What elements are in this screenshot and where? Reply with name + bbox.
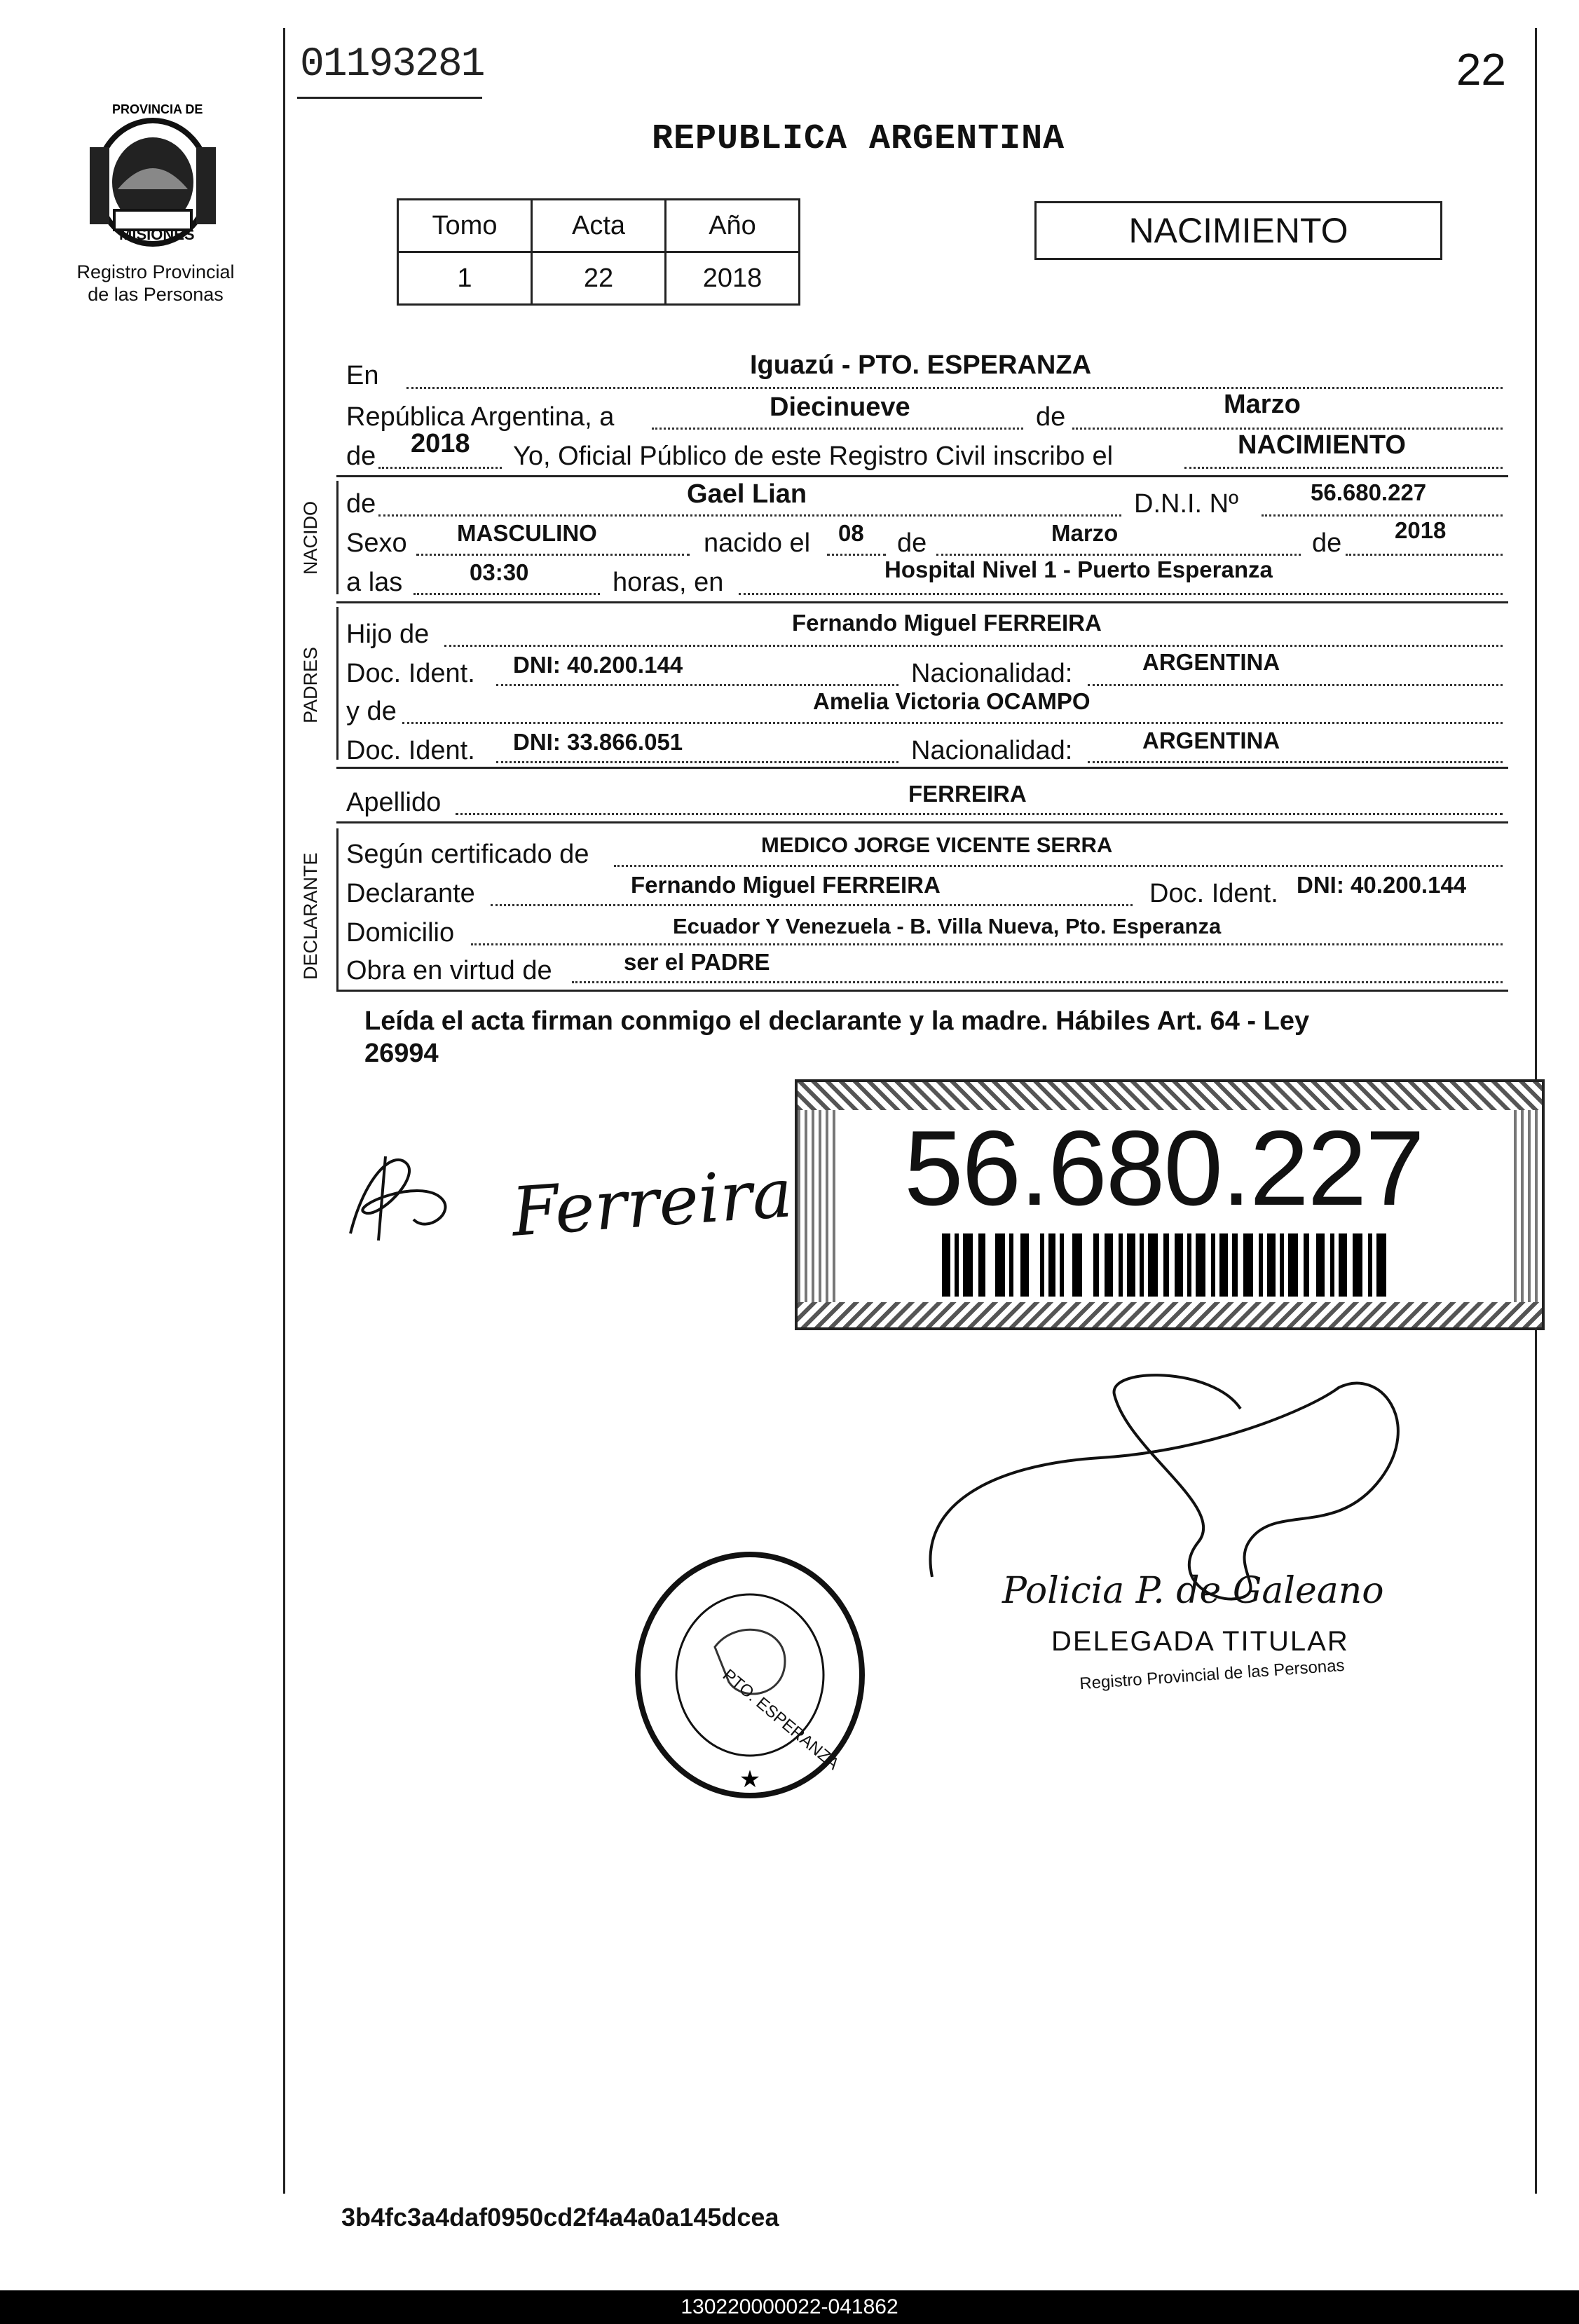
yde-label: y de <box>346 697 397 726</box>
father-doc-label: Doc. Ident. <box>346 659 475 688</box>
left-margin-line <box>283 28 285 2194</box>
birth-time: 03:30 <box>470 559 529 585</box>
dots <box>614 865 1503 867</box>
declarante-doc-label: Doc. Ident. <box>1149 879 1278 908</box>
serial-underline <box>297 97 482 99</box>
page-number: 22 <box>1456 44 1506 95</box>
value-tomo: 1 <box>398 252 532 305</box>
section-divider <box>336 475 1508 477</box>
child-sex: MASCULINO <box>457 520 597 546</box>
value-acta: 22 <box>532 252 666 305</box>
dots <box>406 387 1503 389</box>
document-hash: 3b4fc3a4daf0950cd2f4a4a0a145dcea <box>341 2203 779 2231</box>
mother-doc-label: Doc. Ident. <box>346 736 475 765</box>
dots <box>413 593 600 595</box>
closing-line-2: 26994 <box>364 1039 439 1068</box>
stamp-dni-number: 56.680.227 <box>904 1109 1423 1228</box>
dots <box>936 554 1301 556</box>
closing-line-1: Leída el acta firman conmigo el declarante y la madre. Hábiles Art. 64 - Ley <box>364 1006 1310 1036</box>
seal-text-top: PROVINCIA DE <box>112 102 203 116</box>
dots <box>456 813 1503 815</box>
dots <box>739 593 1503 595</box>
obra-value: ser el PADRE <box>624 949 770 975</box>
padres-section-label: PADRES <box>300 646 321 723</box>
mother-nat-label: Nacionalidad: <box>911 736 1073 765</box>
de2-label: de <box>346 442 376 471</box>
alas-label: a las <box>346 568 403 597</box>
registry-line-1: Registro Provincial <box>76 261 235 282</box>
dots <box>1262 514 1503 517</box>
de-label: de <box>1036 402 1066 432</box>
svg-text:★: ★ <box>739 1765 761 1793</box>
section-divider <box>336 601 1508 603</box>
dots <box>827 554 886 556</box>
birth-day: 08 <box>838 520 864 546</box>
intro-year: 2018 <box>411 429 470 458</box>
father-name: Fernando Miguel FERREIRA <box>792 610 1102 636</box>
nacido-de-label: de <box>346 489 376 519</box>
officer-text: Yo, Oficial Público de este Registro Civil inscribo el <box>513 442 1114 471</box>
father-doc: DNI: 40.200.144 <box>513 652 683 678</box>
header-acta: Acta <box>532 200 666 252</box>
birth-place: Hospital Nivel 1 - Puerto Esperanza <box>884 556 1273 582</box>
horas-label: horas, en <box>613 568 724 597</box>
birth-year: 2018 <box>1395 517 1447 543</box>
declarante-doc: DNI: 40.200.144 <box>1297 872 1467 898</box>
domicilio-value: Ecuador Y Venezuela - B. Villa Nueva, Pto. Esperanza <box>673 914 1222 938</box>
declarante-section-label: DECLARANTE <box>300 852 321 980</box>
hijo-label: Hijo de <box>346 620 430 649</box>
header-tomo: Tomo <box>398 200 532 252</box>
dots <box>444 645 1503 647</box>
official-office: Registro Provincial de las Personas <box>1079 1655 1346 1694</box>
section-divider <box>336 821 1508 823</box>
mother-doc: DNI: 33.866.051 <box>513 729 683 755</box>
dots <box>416 554 690 556</box>
nacido-bracket <box>336 481 339 594</box>
dots <box>572 981 1503 983</box>
dots <box>378 514 1121 517</box>
record-type-box: NACIMIENTO <box>1034 201 1442 260</box>
intro-place: Iguazú - PTO. ESPERANZA <box>750 350 1092 380</box>
en-label: En <box>346 361 379 390</box>
barcode <box>942 1233 1390 1297</box>
round-official-seal <box>624 1542 876 1808</box>
apellido-value: FERREIRA <box>908 781 1027 807</box>
footer-code-bar: 130220000022-041862 <box>0 2290 1579 2324</box>
section-divider <box>336 990 1508 992</box>
dots <box>1184 467 1503 469</box>
mother-nationality: ARGENTINA <box>1142 727 1280 753</box>
intro-inscribed: NACIMIENTO <box>1238 430 1406 460</box>
nacido-section-label: NACIDO <box>300 500 321 575</box>
initials-signature <box>336 1135 477 1251</box>
dots <box>1072 428 1503 430</box>
nacido-el-label: nacido el <box>704 528 811 558</box>
dots <box>1088 761 1503 763</box>
value-anio: 2018 <box>666 252 800 305</box>
dni-label: D.N.I. Nº <box>1134 489 1238 519</box>
dots <box>402 722 1503 724</box>
father-nat-label: Nacionalidad: <box>911 659 1073 688</box>
registry-name <box>64 261 247 306</box>
dots <box>496 684 898 686</box>
apellido-label: Apellido <box>346 788 442 817</box>
declarante-label: Declarante <box>346 879 475 908</box>
header-anio: Año <box>666 200 800 252</box>
de-label-3: de <box>1312 528 1342 558</box>
registry-line-2: de las Personas <box>88 284 224 305</box>
section-divider <box>336 767 1508 769</box>
intro-month: Marzo <box>1224 390 1301 419</box>
seal-text-bottom: MISIONES <box>119 226 195 243</box>
rep-label: República Argentina, a <box>346 402 615 432</box>
father-nationality: ARGENTINA <box>1142 649 1280 675</box>
dots <box>471 943 1503 945</box>
dots <box>652 428 1023 430</box>
declarante-name: Fernando Miguel FERREIRA <box>631 872 941 898</box>
declarante-signature: Ferreira <box>509 1154 795 1252</box>
record-table <box>397 198 800 306</box>
child-dni: 56.680.227 <box>1311 479 1427 505</box>
dots <box>491 904 1133 906</box>
child-name: Gael Lian <box>687 479 807 509</box>
dots <box>378 467 502 469</box>
obra-label: Obra en virtud de <box>346 956 552 985</box>
serial-number: 01193281 <box>300 42 484 88</box>
round-seal-inner: PTO. ESPERANZA <box>718 1665 843 1774</box>
de-label-2: de <box>897 528 927 558</box>
document-title: REPUBLICA ARGENTINA <box>652 119 1065 159</box>
declarante-bracket <box>336 828 339 991</box>
official-title: DELEGADA TITULAR <box>1051 1626 1349 1657</box>
padres-bracket <box>336 607 339 760</box>
birth-month: Marzo <box>1051 520 1119 546</box>
dots <box>1346 554 1503 556</box>
official-name: Policia P. de Galeano <box>1002 1570 1384 1612</box>
dots <box>1088 684 1503 686</box>
mother-name: Amelia Victoria OCAMPO <box>813 688 1091 714</box>
sexo-label: Sexo <box>346 528 407 558</box>
intro-day: Diecinueve <box>770 392 910 422</box>
certificado-value: MEDICO JORGE VICENTE SERRA <box>761 833 1113 857</box>
domicilio-label: Domicilio <box>346 918 455 948</box>
dots <box>496 761 898 763</box>
segun-label: Según certificado de <box>346 840 589 869</box>
